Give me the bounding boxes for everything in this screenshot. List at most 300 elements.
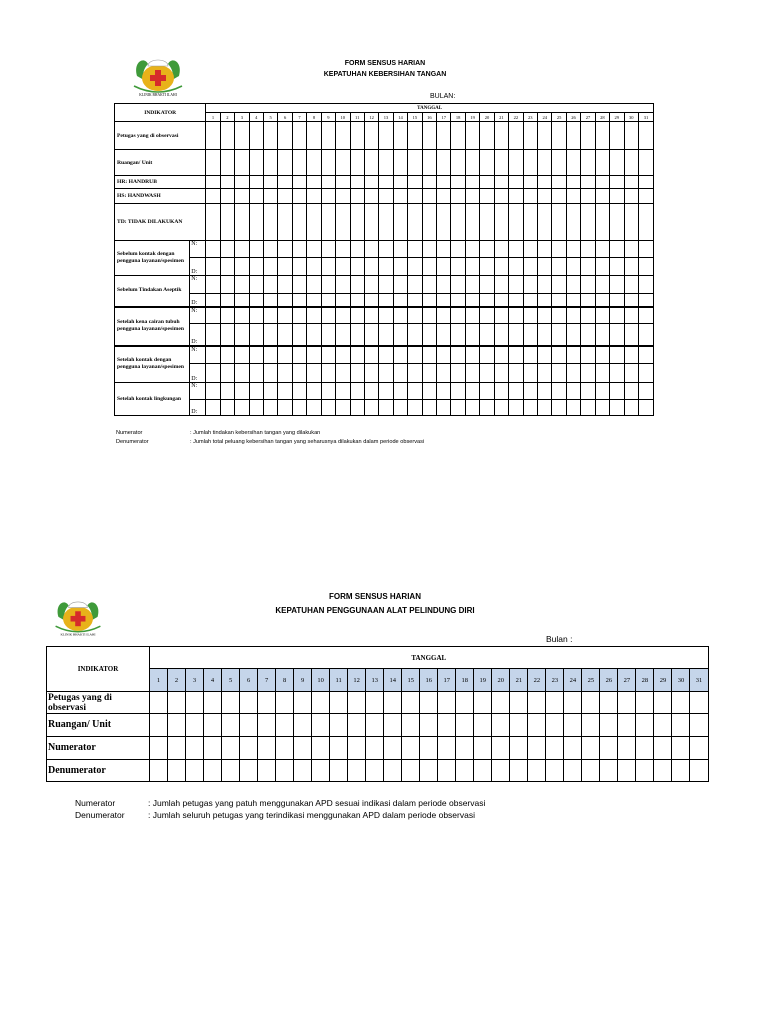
- day-cell[interactable]: [638, 383, 653, 400]
- day-cell[interactable]: [480, 383, 494, 400]
- day-cell[interactable]: [638, 276, 653, 294]
- day-cell[interactable]: [330, 714, 348, 737]
- day-cell[interactable]: [422, 189, 436, 204]
- day-cell[interactable]: [249, 122, 263, 150]
- day-cell[interactable]: [336, 150, 350, 176]
- day-cell[interactable]: [350, 383, 364, 400]
- day-cell[interactable]: [240, 714, 258, 737]
- day-cell[interactable]: [186, 760, 204, 782]
- day-cell[interactable]: [610, 400, 624, 416]
- day-cell[interactable]: [249, 307, 263, 324]
- day-cell[interactable]: [307, 324, 321, 346]
- day-cell[interactable]: [537, 307, 551, 324]
- day-cell[interactable]: [552, 122, 566, 150]
- day-cell[interactable]: [235, 241, 249, 258]
- day-cell[interactable]: [624, 324, 638, 346]
- day-cell[interactable]: [364, 204, 378, 241]
- day-cell[interactable]: [595, 346, 609, 364]
- day-cell[interactable]: [451, 307, 465, 324]
- day-cell[interactable]: [402, 737, 420, 760]
- day-cell[interactable]: [566, 294, 580, 307]
- day-cell[interactable]: [384, 737, 402, 760]
- day-cell[interactable]: [249, 364, 263, 383]
- day-cell[interactable]: [510, 714, 528, 737]
- day-cell[interactable]: [206, 122, 220, 150]
- day-cell[interactable]: [379, 122, 393, 150]
- day-cell[interactable]: [552, 383, 566, 400]
- day-cell[interactable]: [523, 383, 537, 400]
- day-cell[interactable]: [581, 150, 595, 176]
- day-cell[interactable]: [624, 400, 638, 416]
- day-cell[interactable]: [312, 692, 330, 714]
- day-cell[interactable]: [494, 122, 508, 150]
- day-cell[interactable]: [610, 241, 624, 258]
- day-cell[interactable]: [278, 364, 292, 383]
- day-cell[interactable]: [206, 294, 220, 307]
- day-cell[interactable]: [420, 737, 438, 760]
- day-cell[interactable]: [379, 307, 393, 324]
- day-cell[interactable]: [263, 150, 277, 176]
- day-cell[interactable]: [610, 364, 624, 383]
- day-cell[interactable]: [465, 400, 479, 416]
- day-cell[interactable]: [348, 714, 366, 737]
- day-cell[interactable]: [624, 276, 638, 294]
- day-cell[interactable]: [258, 692, 276, 714]
- day-cell[interactable]: [618, 692, 636, 714]
- day-cell[interactable]: [509, 307, 523, 324]
- day-cell[interactable]: [258, 714, 276, 737]
- day-cell[interactable]: [537, 150, 551, 176]
- day-cell[interactable]: [336, 324, 350, 346]
- day-cell[interactable]: [566, 122, 580, 150]
- day-cell[interactable]: [509, 276, 523, 294]
- day-cell[interactable]: [307, 276, 321, 294]
- day-cell[interactable]: [528, 760, 546, 782]
- day-cell[interactable]: [494, 241, 508, 258]
- day-cell[interactable]: [393, 324, 407, 346]
- day-cell[interactable]: [690, 714, 708, 737]
- day-cell[interactable]: [422, 258, 436, 276]
- day-cell[interactable]: [350, 307, 364, 324]
- day-cell[interactable]: [422, 276, 436, 294]
- day-cell[interactable]: [552, 150, 566, 176]
- day-cell[interactable]: [364, 122, 378, 150]
- day-cell[interactable]: [206, 189, 220, 204]
- day-cell[interactable]: [437, 294, 451, 307]
- day-cell[interactable]: [552, 364, 566, 383]
- day-cell[interactable]: [437, 204, 451, 241]
- day-cell[interactable]: [186, 714, 204, 737]
- day-cell[interactable]: [465, 204, 479, 241]
- day-cell[interactable]: [523, 324, 537, 346]
- day-cell[interactable]: [610, 324, 624, 346]
- day-cell[interactable]: [292, 346, 306, 364]
- day-cell[interactable]: [451, 276, 465, 294]
- day-cell[interactable]: [537, 400, 551, 416]
- day-cell[interactable]: [263, 204, 277, 241]
- day-cell[interactable]: [222, 760, 240, 782]
- day-cell[interactable]: [581, 324, 595, 346]
- day-cell[interactable]: [494, 400, 508, 416]
- day-cell[interactable]: [249, 324, 263, 346]
- day-cell[interactable]: [610, 258, 624, 276]
- day-cell[interactable]: [528, 737, 546, 760]
- day-cell[interactable]: [235, 122, 249, 150]
- day-cell[interactable]: [408, 383, 422, 400]
- day-cell[interactable]: [307, 346, 321, 364]
- day-cell[interactable]: [552, 189, 566, 204]
- day-cell[interactable]: [249, 189, 263, 204]
- day-cell[interactable]: [321, 189, 335, 204]
- day-cell[interactable]: [366, 760, 384, 782]
- day-cell[interactable]: [350, 204, 364, 241]
- day-cell[interactable]: [364, 364, 378, 383]
- day-cell[interactable]: [393, 258, 407, 276]
- day-cell[interactable]: [307, 150, 321, 176]
- day-cell[interactable]: [480, 294, 494, 307]
- day-cell[interactable]: [364, 241, 378, 258]
- day-cell[interactable]: [581, 400, 595, 416]
- day-cell[interactable]: [364, 258, 378, 276]
- day-cell[interactable]: [581, 294, 595, 307]
- day-cell[interactable]: [523, 176, 537, 189]
- day-cell[interactable]: [278, 383, 292, 400]
- day-cell[interactable]: [206, 364, 220, 383]
- day-cell[interactable]: [566, 241, 580, 258]
- day-cell[interactable]: [451, 176, 465, 189]
- day-cell[interactable]: [523, 150, 537, 176]
- day-cell[interactable]: [509, 364, 523, 383]
- day-cell[interactable]: [364, 276, 378, 294]
- day-cell[interactable]: [278, 204, 292, 241]
- day-cell[interactable]: [307, 383, 321, 400]
- day-cell[interactable]: [312, 737, 330, 760]
- day-cell[interactable]: [350, 258, 364, 276]
- day-cell[interactable]: [581, 122, 595, 150]
- day-cell[interactable]: [422, 294, 436, 307]
- day-cell[interactable]: [451, 122, 465, 150]
- day-cell[interactable]: [610, 346, 624, 364]
- day-cell[interactable]: [350, 176, 364, 189]
- day-cell[interactable]: [393, 276, 407, 294]
- day-cell[interactable]: [235, 176, 249, 189]
- day-cell[interactable]: [350, 324, 364, 346]
- day-cell[interactable]: [422, 364, 436, 383]
- day-cell[interactable]: [672, 714, 690, 737]
- day-cell[interactable]: [595, 307, 609, 324]
- day-cell[interactable]: [249, 258, 263, 276]
- day-cell[interactable]: [437, 346, 451, 364]
- day-cell[interactable]: [624, 258, 638, 276]
- day-cell[interactable]: [235, 324, 249, 346]
- day-cell[interactable]: [451, 324, 465, 346]
- day-cell[interactable]: [278, 276, 292, 294]
- day-cell[interactable]: [422, 241, 436, 258]
- day-cell[interactable]: [168, 692, 186, 714]
- day-cell[interactable]: [350, 122, 364, 150]
- day-cell[interactable]: [220, 204, 234, 241]
- day-cell[interactable]: [350, 400, 364, 416]
- day-cell[interactable]: [451, 241, 465, 258]
- day-cell[interactable]: [509, 204, 523, 241]
- day-cell[interactable]: [321, 364, 335, 383]
- day-cell[interactable]: [509, 400, 523, 416]
- day-cell[interactable]: [672, 692, 690, 714]
- day-cell[interactable]: [546, 714, 564, 737]
- day-cell[interactable]: [408, 346, 422, 364]
- day-cell[interactable]: [465, 276, 479, 294]
- day-cell[interactable]: [235, 307, 249, 324]
- day-cell[interactable]: [624, 176, 638, 189]
- day-cell[interactable]: [509, 176, 523, 189]
- day-cell[interactable]: [494, 276, 508, 294]
- day-cell[interactable]: [523, 204, 537, 241]
- day-cell[interactable]: [523, 307, 537, 324]
- day-cell[interactable]: [307, 364, 321, 383]
- day-cell[interactable]: [364, 307, 378, 324]
- day-cell[interactable]: [292, 294, 306, 307]
- day-cell[interactable]: [494, 307, 508, 324]
- day-cell[interactable]: [494, 258, 508, 276]
- day-cell[interactable]: [364, 383, 378, 400]
- day-cell[interactable]: [581, 241, 595, 258]
- day-cell[interactable]: [249, 400, 263, 416]
- day-cell[interactable]: [465, 383, 479, 400]
- day-cell[interactable]: [564, 760, 582, 782]
- day-cell[interactable]: [379, 204, 393, 241]
- day-cell[interactable]: [492, 737, 510, 760]
- day-cell[interactable]: [276, 714, 294, 737]
- day-cell[interactable]: [408, 276, 422, 294]
- day-cell[interactable]: [263, 189, 277, 204]
- day-cell[interactable]: [510, 692, 528, 714]
- day-cell[interactable]: [510, 760, 528, 782]
- day-cell[interactable]: [638, 324, 653, 346]
- day-cell[interactable]: [336, 241, 350, 258]
- day-cell[interactable]: [480, 346, 494, 364]
- day-cell[interactable]: [456, 714, 474, 737]
- day-cell[interactable]: [206, 307, 220, 324]
- day-cell[interactable]: [492, 760, 510, 782]
- day-cell[interactable]: [638, 204, 653, 241]
- day-cell[interactable]: [364, 346, 378, 364]
- day-cell[interactable]: [220, 346, 234, 364]
- day-cell[interactable]: [393, 150, 407, 176]
- day-cell[interactable]: [537, 189, 551, 204]
- day-cell[interactable]: [384, 760, 402, 782]
- day-cell[interactable]: [294, 692, 312, 714]
- day-cell[interactable]: [249, 150, 263, 176]
- day-cell[interactable]: [307, 400, 321, 416]
- day-cell[interactable]: [204, 737, 222, 760]
- day-cell[interactable]: [235, 400, 249, 416]
- day-cell[interactable]: [263, 324, 277, 346]
- day-cell[interactable]: [465, 346, 479, 364]
- day-cell[interactable]: [249, 241, 263, 258]
- day-cell[interactable]: [321, 241, 335, 258]
- day-cell[interactable]: [654, 737, 672, 760]
- day-cell[interactable]: [595, 276, 609, 294]
- day-cell[interactable]: [451, 258, 465, 276]
- day-cell[interactable]: [393, 189, 407, 204]
- day-cell[interactable]: [384, 714, 402, 737]
- day-cell[interactable]: [393, 307, 407, 324]
- day-cell[interactable]: [509, 258, 523, 276]
- day-cell[interactable]: [437, 383, 451, 400]
- day-cell[interactable]: [690, 692, 708, 714]
- day-cell[interactable]: [292, 383, 306, 400]
- day-cell[interactable]: [624, 294, 638, 307]
- day-cell[interactable]: [420, 714, 438, 737]
- day-cell[interactable]: [292, 307, 306, 324]
- day-cell[interactable]: [408, 176, 422, 189]
- day-cell[interactable]: [263, 383, 277, 400]
- day-cell[interactable]: [618, 760, 636, 782]
- day-cell[interactable]: [235, 383, 249, 400]
- day-cell[interactable]: [618, 714, 636, 737]
- day-cell[interactable]: [420, 692, 438, 714]
- day-cell[interactable]: [150, 692, 168, 714]
- day-cell[interactable]: [263, 258, 277, 276]
- day-cell[interactable]: [278, 258, 292, 276]
- day-cell[interactable]: [220, 150, 234, 176]
- day-cell[interactable]: [278, 346, 292, 364]
- day-cell[interactable]: [235, 258, 249, 276]
- day-cell[interactable]: [480, 307, 494, 324]
- day-cell[interactable]: [321, 122, 335, 150]
- day-cell[interactable]: [379, 258, 393, 276]
- day-cell[interactable]: [321, 204, 335, 241]
- day-cell[interactable]: [307, 189, 321, 204]
- day-cell[interactable]: [595, 176, 609, 189]
- day-cell[interactable]: [379, 276, 393, 294]
- day-cell[interactable]: [465, 176, 479, 189]
- day-cell[interactable]: [523, 294, 537, 307]
- day-cell[interactable]: [220, 294, 234, 307]
- day-cell[interactable]: [186, 692, 204, 714]
- day-cell[interactable]: [566, 324, 580, 346]
- day-cell[interactable]: [480, 276, 494, 294]
- day-cell[interactable]: [494, 204, 508, 241]
- day-cell[interactable]: [638, 364, 653, 383]
- day-cell[interactable]: [393, 364, 407, 383]
- day-cell[interactable]: [523, 189, 537, 204]
- day-cell[interactable]: [552, 204, 566, 241]
- day-cell[interactable]: [206, 258, 220, 276]
- day-cell[interactable]: [690, 760, 708, 782]
- day-cell[interactable]: [364, 294, 378, 307]
- day-cell[interactable]: [379, 150, 393, 176]
- day-cell[interactable]: [294, 714, 312, 737]
- day-cell[interactable]: [206, 150, 220, 176]
- day-cell[interactable]: [422, 400, 436, 416]
- day-cell[interactable]: [451, 364, 465, 383]
- day-cell[interactable]: [690, 737, 708, 760]
- day-cell[interactable]: [624, 307, 638, 324]
- day-cell[interactable]: [168, 714, 186, 737]
- day-cell[interactable]: [379, 241, 393, 258]
- day-cell[interactable]: [366, 692, 384, 714]
- day-cell[interactable]: [600, 760, 618, 782]
- day-cell[interactable]: [537, 176, 551, 189]
- day-cell[interactable]: [402, 714, 420, 737]
- day-cell[interactable]: [292, 150, 306, 176]
- day-cell[interactable]: [235, 204, 249, 241]
- day-cell[interactable]: [364, 189, 378, 204]
- day-cell[interactable]: [348, 760, 366, 782]
- day-cell[interactable]: [312, 760, 330, 782]
- day-cell[interactable]: [384, 692, 402, 714]
- day-cell[interactable]: [654, 714, 672, 737]
- day-cell[interactable]: [456, 737, 474, 760]
- day-cell[interactable]: [494, 189, 508, 204]
- day-cell[interactable]: [364, 150, 378, 176]
- day-cell[interactable]: [537, 276, 551, 294]
- day-cell[interactable]: [552, 176, 566, 189]
- day-cell[interactable]: [624, 241, 638, 258]
- day-cell[interactable]: [408, 258, 422, 276]
- day-cell[interactable]: [437, 189, 451, 204]
- day-cell[interactable]: [321, 294, 335, 307]
- day-cell[interactable]: [350, 364, 364, 383]
- day-cell[interactable]: [494, 383, 508, 400]
- day-cell[interactable]: [451, 189, 465, 204]
- day-cell[interactable]: [220, 400, 234, 416]
- day-cell[interactable]: [581, 189, 595, 204]
- day-cell[interactable]: [249, 176, 263, 189]
- day-cell[interactable]: [307, 122, 321, 150]
- day-cell[interactable]: [321, 307, 335, 324]
- day-cell[interactable]: [249, 383, 263, 400]
- day-cell[interactable]: [263, 176, 277, 189]
- day-cell[interactable]: [566, 204, 580, 241]
- day-cell[interactable]: [438, 737, 456, 760]
- day-cell[interactable]: [480, 364, 494, 383]
- day-cell[interactable]: [437, 400, 451, 416]
- day-cell[interactable]: [509, 150, 523, 176]
- day-cell[interactable]: [566, 176, 580, 189]
- day-cell[interactable]: [206, 324, 220, 346]
- day-cell[interactable]: [638, 400, 653, 416]
- day-cell[interactable]: [610, 204, 624, 241]
- day-cell[interactable]: [336, 176, 350, 189]
- day-cell[interactable]: [595, 204, 609, 241]
- day-cell[interactable]: [523, 346, 537, 364]
- day-cell[interactable]: [509, 324, 523, 346]
- day-cell[interactable]: [654, 760, 672, 782]
- day-cell[interactable]: [263, 364, 277, 383]
- day-cell[interactable]: [292, 176, 306, 189]
- day-cell[interactable]: [581, 383, 595, 400]
- day-cell[interactable]: [263, 307, 277, 324]
- day-cell[interactable]: [494, 294, 508, 307]
- day-cell[interactable]: [321, 258, 335, 276]
- day-cell[interactable]: [465, 307, 479, 324]
- day-cell[interactable]: [263, 346, 277, 364]
- day-cell[interactable]: [263, 122, 277, 150]
- day-cell[interactable]: [595, 383, 609, 400]
- day-cell[interactable]: [204, 692, 222, 714]
- day-cell[interactable]: [321, 346, 335, 364]
- day-cell[interactable]: [206, 383, 220, 400]
- day-cell[interactable]: [523, 364, 537, 383]
- day-cell[interactable]: [220, 324, 234, 346]
- day-cell[interactable]: [336, 258, 350, 276]
- day-cell[interactable]: [451, 400, 465, 416]
- day-cell[interactable]: [206, 176, 220, 189]
- day-cell[interactable]: [509, 383, 523, 400]
- day-cell[interactable]: [595, 150, 609, 176]
